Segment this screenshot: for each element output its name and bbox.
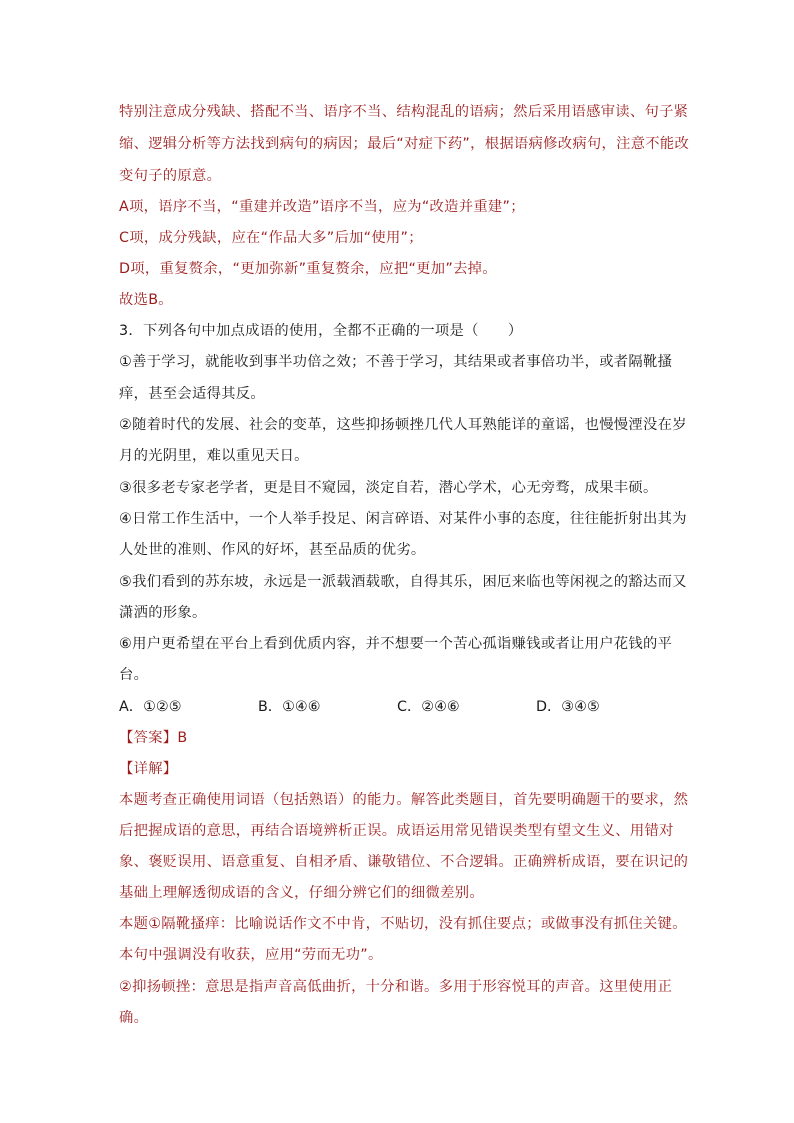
text-line: 本题考查正确使用词语（包括熟语）的能力。解答此类题目，首先要明确题干的要求，然 [119,792,689,808]
text-line: ⑤我们看到的苏东坡，永远是一派载酒载歌，自得其乐，困厄来临也等闲视之的豁达而又 [119,574,687,590]
option-a: A．①②⑤ [119,699,182,715]
text-line: ②抑扬顿挫：意思是指声音高低曲折，十分和谐。多用于形容悦耳的声音。这里使用正 [119,979,673,995]
option-d: D．③④⑤ [536,699,600,715]
answer-label: 【答案】B [119,730,188,746]
text-line: 故选B。 [119,292,173,308]
text-line: 缩、逻辑分析等方法找到病句的病因；最后“对症下药”，根据语病修改病句，注意不能改 [119,136,690,152]
text-line: 后把握成语的意思，再结合语境辨析正误。成语运用常见错误类型有望文生义、用错对 [119,823,674,839]
text-line: 月的光阴里，难以重见天日。 [119,448,309,464]
text-line: 变句子的原意。 [119,168,222,184]
text-line: ④日常工作生活中，一个人举手投足、闲言碎语、对某件小事的态度，往往能折射出其为 [119,511,687,527]
text-line: ⑥用户更希望在平台上看到优质内容，并不想要一个苦心孤诣赚钱或者让用户花钱的平 [119,636,673,652]
text-line: 潇洒的形象。 [119,605,207,621]
text-line: 台。 [119,667,149,683]
text-line: 特别注意成分残缺、搭配不当、语序不当、结构混乱的语病；然后采用语感审读、句子紧 [119,104,689,120]
question-stem: 3．下列各句中加点成语的使用，全都不正确的一项是（ ） [119,323,523,339]
option-b: B．①④⑥ [258,699,321,715]
text-line: ①善于学习，就能收到事半功倍之效；不善于学习，其结果或者事倍功半，或者隔靴搔 [119,354,673,370]
text-line: 人处世的准则、作风的好坏，甚至品质的优劣。 [119,542,426,558]
text-line: ③很多老专家老学者，更是目不窥园，淡定自若，潜心学术，心无旁骛，成果丰硕。 [119,480,658,496]
text-line: 象、褒贬误用、语意重复、自相矛盾、谦敬错位、不合逻辑。正确辨析成语，要在识记的 [119,854,689,870]
text-line: ②随着时代的发展、社会的变革，这些抑扬顿挫几代人耳熟能详的童谣，也慢慢湮没在岁 [119,417,687,433]
text-line: C项，成分残缺，应在“作品大多”后加“使用”； [119,230,423,246]
text-line: D项，重复赘余，“更加弥新”重复赘余，应把“更加”去掉。 [119,261,497,277]
option-c: C．②④⑥ [397,699,460,715]
explanation-heading: 【详解】 [119,761,178,777]
text-line: 确。 [119,1010,149,1026]
text-line: 基础上理解透彻成语的含义，仔细分辨它们的细微差别。 [119,885,484,901]
text-line: 本题①隔靴搔痒：比喻说话作文不中肯，不贴切，没有抓住要点；或做事没有抓住关键。 [119,916,687,932]
text-line: 痒，甚至会适得其反。 [119,386,265,402]
text-line: A项，语序不当，“重建并改造”语序不当，应为“改造并重建”； [119,199,525,215]
text-line: 本句中强调没有收获，应用“劳而无功”。 [119,947,383,963]
